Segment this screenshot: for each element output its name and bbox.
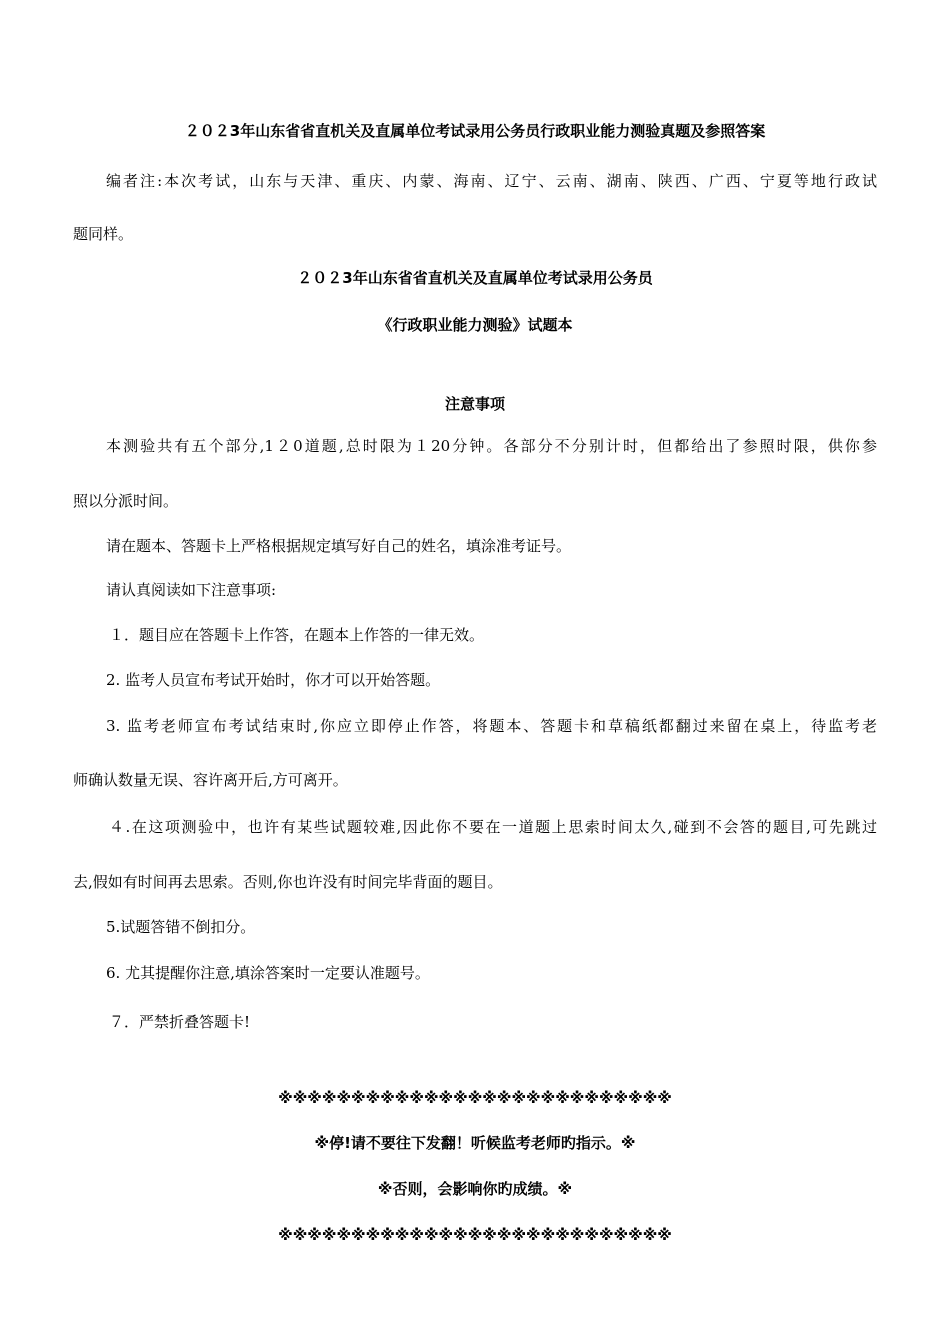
notice-item-1: １．题目应在答题卡上作答，在题本上作答的一律无效。 (109, 626, 485, 644)
notice-item-3-line-1: 3. 监考老师宣布考试结束时,你应立即停止作答，将题本、答题卡和草稿纸都翻过来留在桌上，待监考老 (106, 717, 877, 735)
notice-item-3-line-2: 师确认数量无误、容许离开后,方可离开。 (73, 771, 348, 789)
notice-item-4-line-1: ４.在这项测验中，也许有某些试题较难,因此你不要在一道题上思索时间太久,碰到不会答的题目,可先跳过 (109, 818, 877, 836)
subtitle-line-1: ２０２3年山东省省直机关及直属单位考试录用公务员 (297, 269, 653, 287)
notice-item-2: 2. 监考人员宣布考试开始时，你才可以开始答题。 (106, 671, 441, 689)
intro-line-2: 照以分派时间。 (73, 492, 179, 510)
intro-line-1: 本测验共有五个部分,1２0道题,总时限为１20分钟。各部分不分别计时，但都给出了参照时限，供你参 (106, 437, 877, 455)
instruction-read: 请认真阅读如下注意事项: (106, 581, 277, 599)
editor-note-line-1: 编者注:本次考试，山东与天津、重庆、内蒙、海南、辽宁、云南、湖南、陕西、广西、宁夏等地行政试 (106, 172, 877, 190)
notice-item-5: 5.试题答错不倒扣分。 (106, 918, 256, 936)
main-title: ２０２3年山东省省直机关及直属单位考试录用公务员行政职业能力测验真题及参照答案 (184, 122, 766, 140)
notice-item-6: 6. 尤其提醒你注意,填涂答案时一定要认准题号。 (106, 964, 430, 982)
notice-item-7: ７．严禁折叠答题卡! (109, 1013, 251, 1031)
warning-notice: ※否则，会影响你旳成绩。※ (377, 1180, 573, 1198)
instruction-fill: 请在题本、答题卡上严格根据规定填写好自己的姓名，填涂准考证号。 (106, 537, 572, 555)
editor-note-line-2: 题同样。 (73, 225, 134, 243)
notice-heading: 注意事项 (444, 395, 505, 413)
stars-divider-top: ※※※※※※※※※※※※※※※※※※※※※※※※※※※ (278, 1089, 672, 1107)
stars-divider-bottom: ※※※※※※※※※※※※※※※※※※※※※※※※※※※ (278, 1226, 672, 1244)
subtitle-line-2: 《行政职业能力测验》试题本 (377, 316, 573, 334)
notice-item-4-line-2: 去,假如有时间再去思索。否则,你也许没有时间完毕背面的题目。 (73, 873, 503, 891)
stop-notice: ※停!请不要往下发翻！听候监考老师旳指示。※ (314, 1134, 636, 1152)
